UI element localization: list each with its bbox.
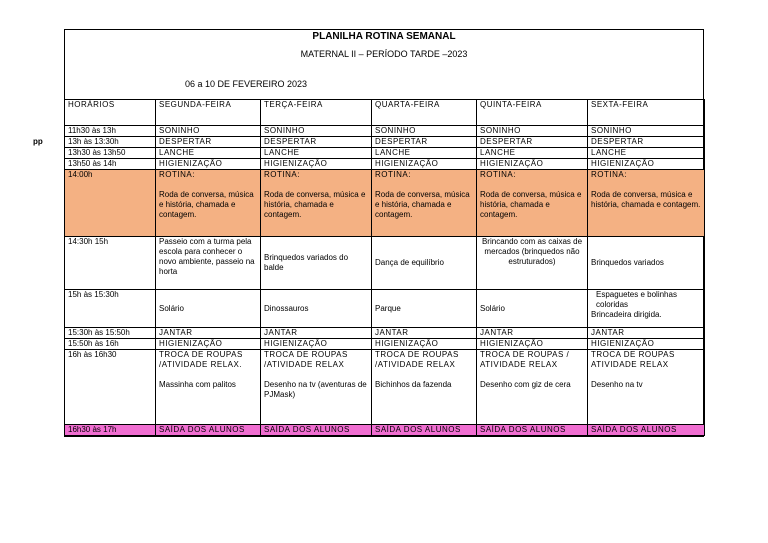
header-row <box>65 100 705 126</box>
activity-line: Desenho com giz de cera <box>480 380 571 389</box>
col-header-monday: SEGUNDA-FEIRA <box>156 100 261 126</box>
table-row <box>65 237 705 290</box>
activity-cell: Brinquedos variados do balde <box>261 237 372 290</box>
schedule-table <box>64 99 705 436</box>
activity-cell: DESPERTAR <box>372 137 477 148</box>
activity-cell: LANCHE <box>588 148 705 159</box>
activity-cell <box>372 170 477 237</box>
activity-cell: JANTAR <box>588 328 705 339</box>
rotina-text: Roda de conversa, música e história, chamada e contagem. <box>591 190 701 209</box>
activity-cell: Brinquedos variados <box>588 237 705 290</box>
time-cell: 15h às 15:30h <box>65 290 156 328</box>
activity-cell: JANTAR <box>372 328 477 339</box>
activity-cell: Dança de equilíbrio <box>372 237 477 290</box>
activity-line: Desenho na tv (aventuras de PJMask) <box>264 380 367 399</box>
activity-cell: SAÍDA DOS ALUNOS <box>477 425 588 436</box>
activity-cell: Parque <box>372 290 477 328</box>
activity-cell <box>477 350 588 425</box>
activity-cell <box>261 350 372 425</box>
activity-line: Bichinhos da fazenda <box>375 380 452 389</box>
time-cell: 14:00h <box>65 170 156 237</box>
activity-cell: LANCHE <box>156 148 261 159</box>
time-cell: 14:30h 15h <box>65 237 156 290</box>
table-row <box>65 159 705 170</box>
activity-cell: SONINHO <box>261 126 372 137</box>
activity-cell <box>588 170 705 237</box>
activity-line: Desenho na tv <box>591 380 643 389</box>
activity-line: Espaguetes e bolinhas coloridas <box>596 290 677 309</box>
activity-cell: LANCHE <box>261 148 372 159</box>
table-row <box>65 339 705 350</box>
activity-cell: HIGIENIZAÇÃO <box>372 159 477 170</box>
activity-cell: DESPERTAR <box>156 137 261 148</box>
activity-cell: HIGIENIZAÇÃO <box>261 159 372 170</box>
rotina-label: ROTINA: <box>159 170 195 179</box>
activity-cell: DESPERTAR <box>588 137 705 148</box>
activity-line: TROCA DE ROUPAS / ATIVIDADE RELAX <box>480 350 570 369</box>
activity-line: Brincadeira dirigida. <box>591 310 662 319</box>
activity-cell: SONINHO <box>477 126 588 137</box>
activity-cell: Dinossauros <box>261 290 372 328</box>
activity-line: TROCA DE ROUPAS /ATIVIDADE RELAX <box>264 350 348 369</box>
activity-cell <box>588 350 705 425</box>
activity-cell: SAÍDA DOS ALUNOS <box>261 425 372 436</box>
sheet-title: PLANILHA ROTINA SEMANAL <box>312 31 456 42</box>
time-cell: 16h30 às 17h <box>65 425 156 436</box>
activity-cell <box>156 170 261 237</box>
time-cell: 13h30 às 13h50 <box>65 148 156 159</box>
activity-cell: HIGIENIZAÇÃO <box>588 339 705 350</box>
activity-cell: HIGIENIZAÇÃO <box>156 339 261 350</box>
rotina-label: ROTINA: <box>375 170 411 179</box>
activity-cell: JANTAR <box>477 328 588 339</box>
col-header-thursday: QUINTA-FEIRA <box>477 100 588 126</box>
col-header-wednesday: QUARTA-FEIRA <box>372 100 477 126</box>
rotina-text: Roda de conversa, música e história, chamada e contagem. <box>264 190 366 219</box>
activity-cell: HIGIENIZAÇÃO <box>477 339 588 350</box>
activity-cell: JANTAR <box>156 328 261 339</box>
activity-cell: SAÍDA DOS ALUNOS <box>588 425 705 436</box>
date-range: 06 a 10 DE FEVEREIRO 2023 <box>185 79 308 89</box>
activity-cell: HIGIENIZAÇÃO <box>588 159 705 170</box>
activity-cell: HIGIENIZAÇÃO <box>156 159 261 170</box>
activity-cell: SONINHO <box>372 126 477 137</box>
activity-cell <box>261 170 372 237</box>
activity-cell: DESPERTAR <box>477 137 588 148</box>
table-row <box>65 126 705 137</box>
activity-line: Massinha com palitos <box>159 380 236 389</box>
activity-cell: SONINHO <box>588 126 705 137</box>
activity-cell <box>477 170 588 237</box>
activity-line: TROCA DE ROUPAS ATIVIDADE RELAX <box>591 350 675 369</box>
table-row <box>65 148 705 159</box>
activity-cell: Passeio com a turma pela escola para conhecer o novo ambiente, passeio na horta <box>156 237 261 290</box>
activity-cell: HIGIENIZAÇÃO <box>261 339 372 350</box>
time-cell: 11h30 às 13h <box>65 126 156 137</box>
side-mark: pp <box>33 137 43 146</box>
rotina-text: Roda de conversa, música e história, chamada e contagem. <box>480 190 582 219</box>
activity-cell: LANCHE <box>477 148 588 159</box>
col-header-times: HORÁRIOS <box>65 100 156 126</box>
activity-line: TROCA DE ROUPAS /ATIVIDADE RELAX <box>375 350 459 369</box>
col-header-friday: SEXTA-FEIRA <box>588 100 705 126</box>
activity-cell: HIGIENIZAÇÃO <box>372 339 477 350</box>
activity-cell: Solário <box>156 290 261 328</box>
activity-cell: SAÍDA DOS ALUNOS <box>372 425 477 436</box>
activity-cell <box>156 350 261 425</box>
time-cell: 15:30h às 15:50h <box>65 328 156 339</box>
activity-cell: Solário <box>477 290 588 328</box>
table-row <box>65 328 705 339</box>
rotina-label: ROTINA: <box>591 170 627 179</box>
time-cell: 13h às 13:30h <box>65 137 156 148</box>
activity-cell <box>588 290 705 328</box>
table-row <box>65 350 705 425</box>
activity-cell: DESPERTAR <box>261 137 372 148</box>
time-cell: 16h às 16h30 <box>65 350 156 425</box>
schedule-sheet <box>64 29 704 437</box>
rotina-text: Roda de conversa, música e história, chamada e contagem. <box>375 190 470 219</box>
activity-line: TROCA DE ROUPAS /ATIVIDADE RELAX. <box>159 350 243 369</box>
activity-cell: SAÍDA DOS ALUNOS <box>156 425 261 436</box>
activity-cell <box>372 350 477 425</box>
activity-cell: Brincando com as caixas de mercados (brinquedos não estruturados) <box>477 237 588 290</box>
table-row-departure <box>65 425 705 436</box>
time-cell: 15:50h às 16h <box>65 339 156 350</box>
rotina-label: ROTINA: <box>480 170 516 179</box>
table-row-rotina <box>65 170 705 237</box>
table-row <box>65 290 705 328</box>
activity-cell: HIGIENIZAÇÃO <box>477 159 588 170</box>
col-header-tuesday: TERÇA-FEIRA <box>261 100 372 126</box>
sheet-subtitle: MATERNAL II – PERÍODO TARDE –2023 <box>300 49 468 59</box>
activity-cell: LANCHE <box>372 148 477 159</box>
time-cell: 13h50 às 14h <box>65 159 156 170</box>
activity-cell: SONINHO <box>156 126 261 137</box>
rotina-label: ROTINA: <box>264 170 300 179</box>
activity-cell: JANTAR <box>261 328 372 339</box>
rotina-text: Roda de conversa, música e história, chamada e contagem. <box>159 190 254 219</box>
table-row <box>65 137 705 148</box>
